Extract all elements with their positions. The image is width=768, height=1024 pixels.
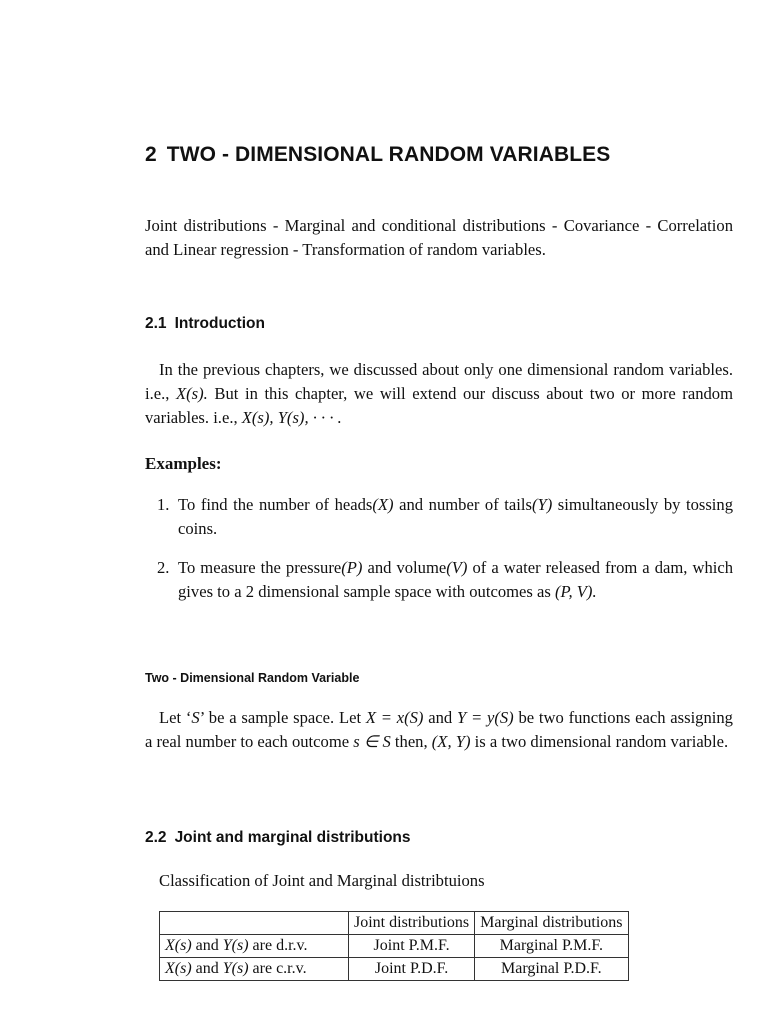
table-row — [160, 958, 629, 981]
table-header-cell — [160, 912, 349, 935]
list-text: To find the number of heads — [178, 495, 373, 514]
list-math: (X) — [372, 495, 394, 514]
list-text: and volume — [362, 558, 447, 577]
section-title: Introduction — [174, 315, 265, 332]
subsection-heading: Two - Dimensional Random Variable — [145, 671, 360, 685]
def-math: Y = y(S) — [456, 708, 514, 727]
chapter-heading — [145, 143, 610, 167]
table-header-row — [160, 912, 629, 935]
chapter-title: TWO - DIMENSIONAL RANDOM VARIABLES — [166, 143, 611, 166]
list-math: (P, V). — [554, 582, 597, 601]
list-text: and number of tails — [393, 495, 532, 514]
table-row-label — [160, 935, 349, 958]
intro-text-1: In the previous chapters, we discussed about only one dimensional random variables. i.e., — [145, 360, 733, 403]
table-caption: Classification of Joint and Marginal distribtuions — [159, 871, 485, 890]
table-cell: Joint P.M.F. — [349, 935, 475, 958]
section-heading-introduction — [145, 315, 265, 333]
list-marker: 1. — [157, 495, 170, 514]
def-math: S — [191, 708, 200, 727]
def-text: is a two dimensional random variable. — [470, 732, 729, 751]
intro-math-2: X(s), Y(s), · · · . — [241, 408, 342, 427]
cell-math: Y(s) — [222, 960, 249, 977]
table-cell: Joint P.D.F. — [349, 958, 475, 981]
cell-text: are c.r.v. — [248, 960, 307, 977]
cell-math: Y(s) — [222, 937, 249, 954]
examples-heading: Examples: — [145, 454, 222, 473]
def-text: Let ‘ — [159, 708, 192, 727]
def-text: be two functions each assigning a real number to each outcome — [145, 708, 733, 751]
table-header-cell: Marginal distributions — [475, 912, 628, 935]
chapter-number: 2 — [145, 143, 157, 166]
section-number: 2.2 — [145, 829, 167, 846]
table-row-label — [160, 958, 349, 981]
cell-math: X(s) — [165, 937, 192, 954]
table-cell: Marginal P.D.F. — [475, 958, 628, 981]
section-title: Joint and marginal distributions — [174, 829, 411, 846]
def-math: (X, Y) — [431, 732, 471, 751]
intro-text-2: But in this chapter, we will extend our discuss about two or more random variables. i.e., — [145, 384, 733, 427]
list-math: (P) — [341, 558, 363, 577]
cell-math: X(s) — [165, 960, 192, 977]
section-number: 2.1 — [145, 315, 167, 332]
list-marker: 2. — [157, 558, 170, 577]
list-math: (V) — [446, 558, 468, 577]
examples-list — [145, 493, 733, 604]
def-math: s ∈ S — [353, 732, 391, 751]
def-math: X = x(S) — [365, 708, 424, 727]
list-math: (Y) — [531, 495, 553, 514]
def-text: then, — [390, 732, 432, 751]
list-text: simultaneously by tossing coins. — [178, 495, 734, 538]
chapter-abstract: Joint distributions - Marginal and conditional distributions - Covariance - Correlation and Linear regression - Transformation of random variables. — [145, 216, 733, 259]
cell-text: are d.r.v. — [248, 937, 308, 954]
def-text: and — [423, 708, 457, 727]
list-text: To measure the pressure — [178, 558, 342, 577]
definition-paragraph — [145, 706, 733, 754]
cell-text: and — [191, 960, 223, 977]
cell-text: and — [191, 937, 223, 954]
list-text: of a water released from a dam, which gives to a 2 dimensional sample space with outcomes as — [178, 558, 734, 601]
table-cell: Marginal P.M.F. — [475, 935, 628, 958]
intro-math-1: X(s). — [176, 384, 208, 403]
table-row — [160, 935, 629, 958]
intro-paragraph — [145, 358, 733, 430]
list-item — [145, 556, 733, 604]
section-heading-joint-marginal — [145, 829, 411, 847]
classification-table — [159, 911, 629, 981]
table-header-cell: Joint distributions — [349, 912, 475, 935]
def-text: ’ be a sample space. Let — [199, 708, 366, 727]
list-item — [145, 493, 733, 541]
